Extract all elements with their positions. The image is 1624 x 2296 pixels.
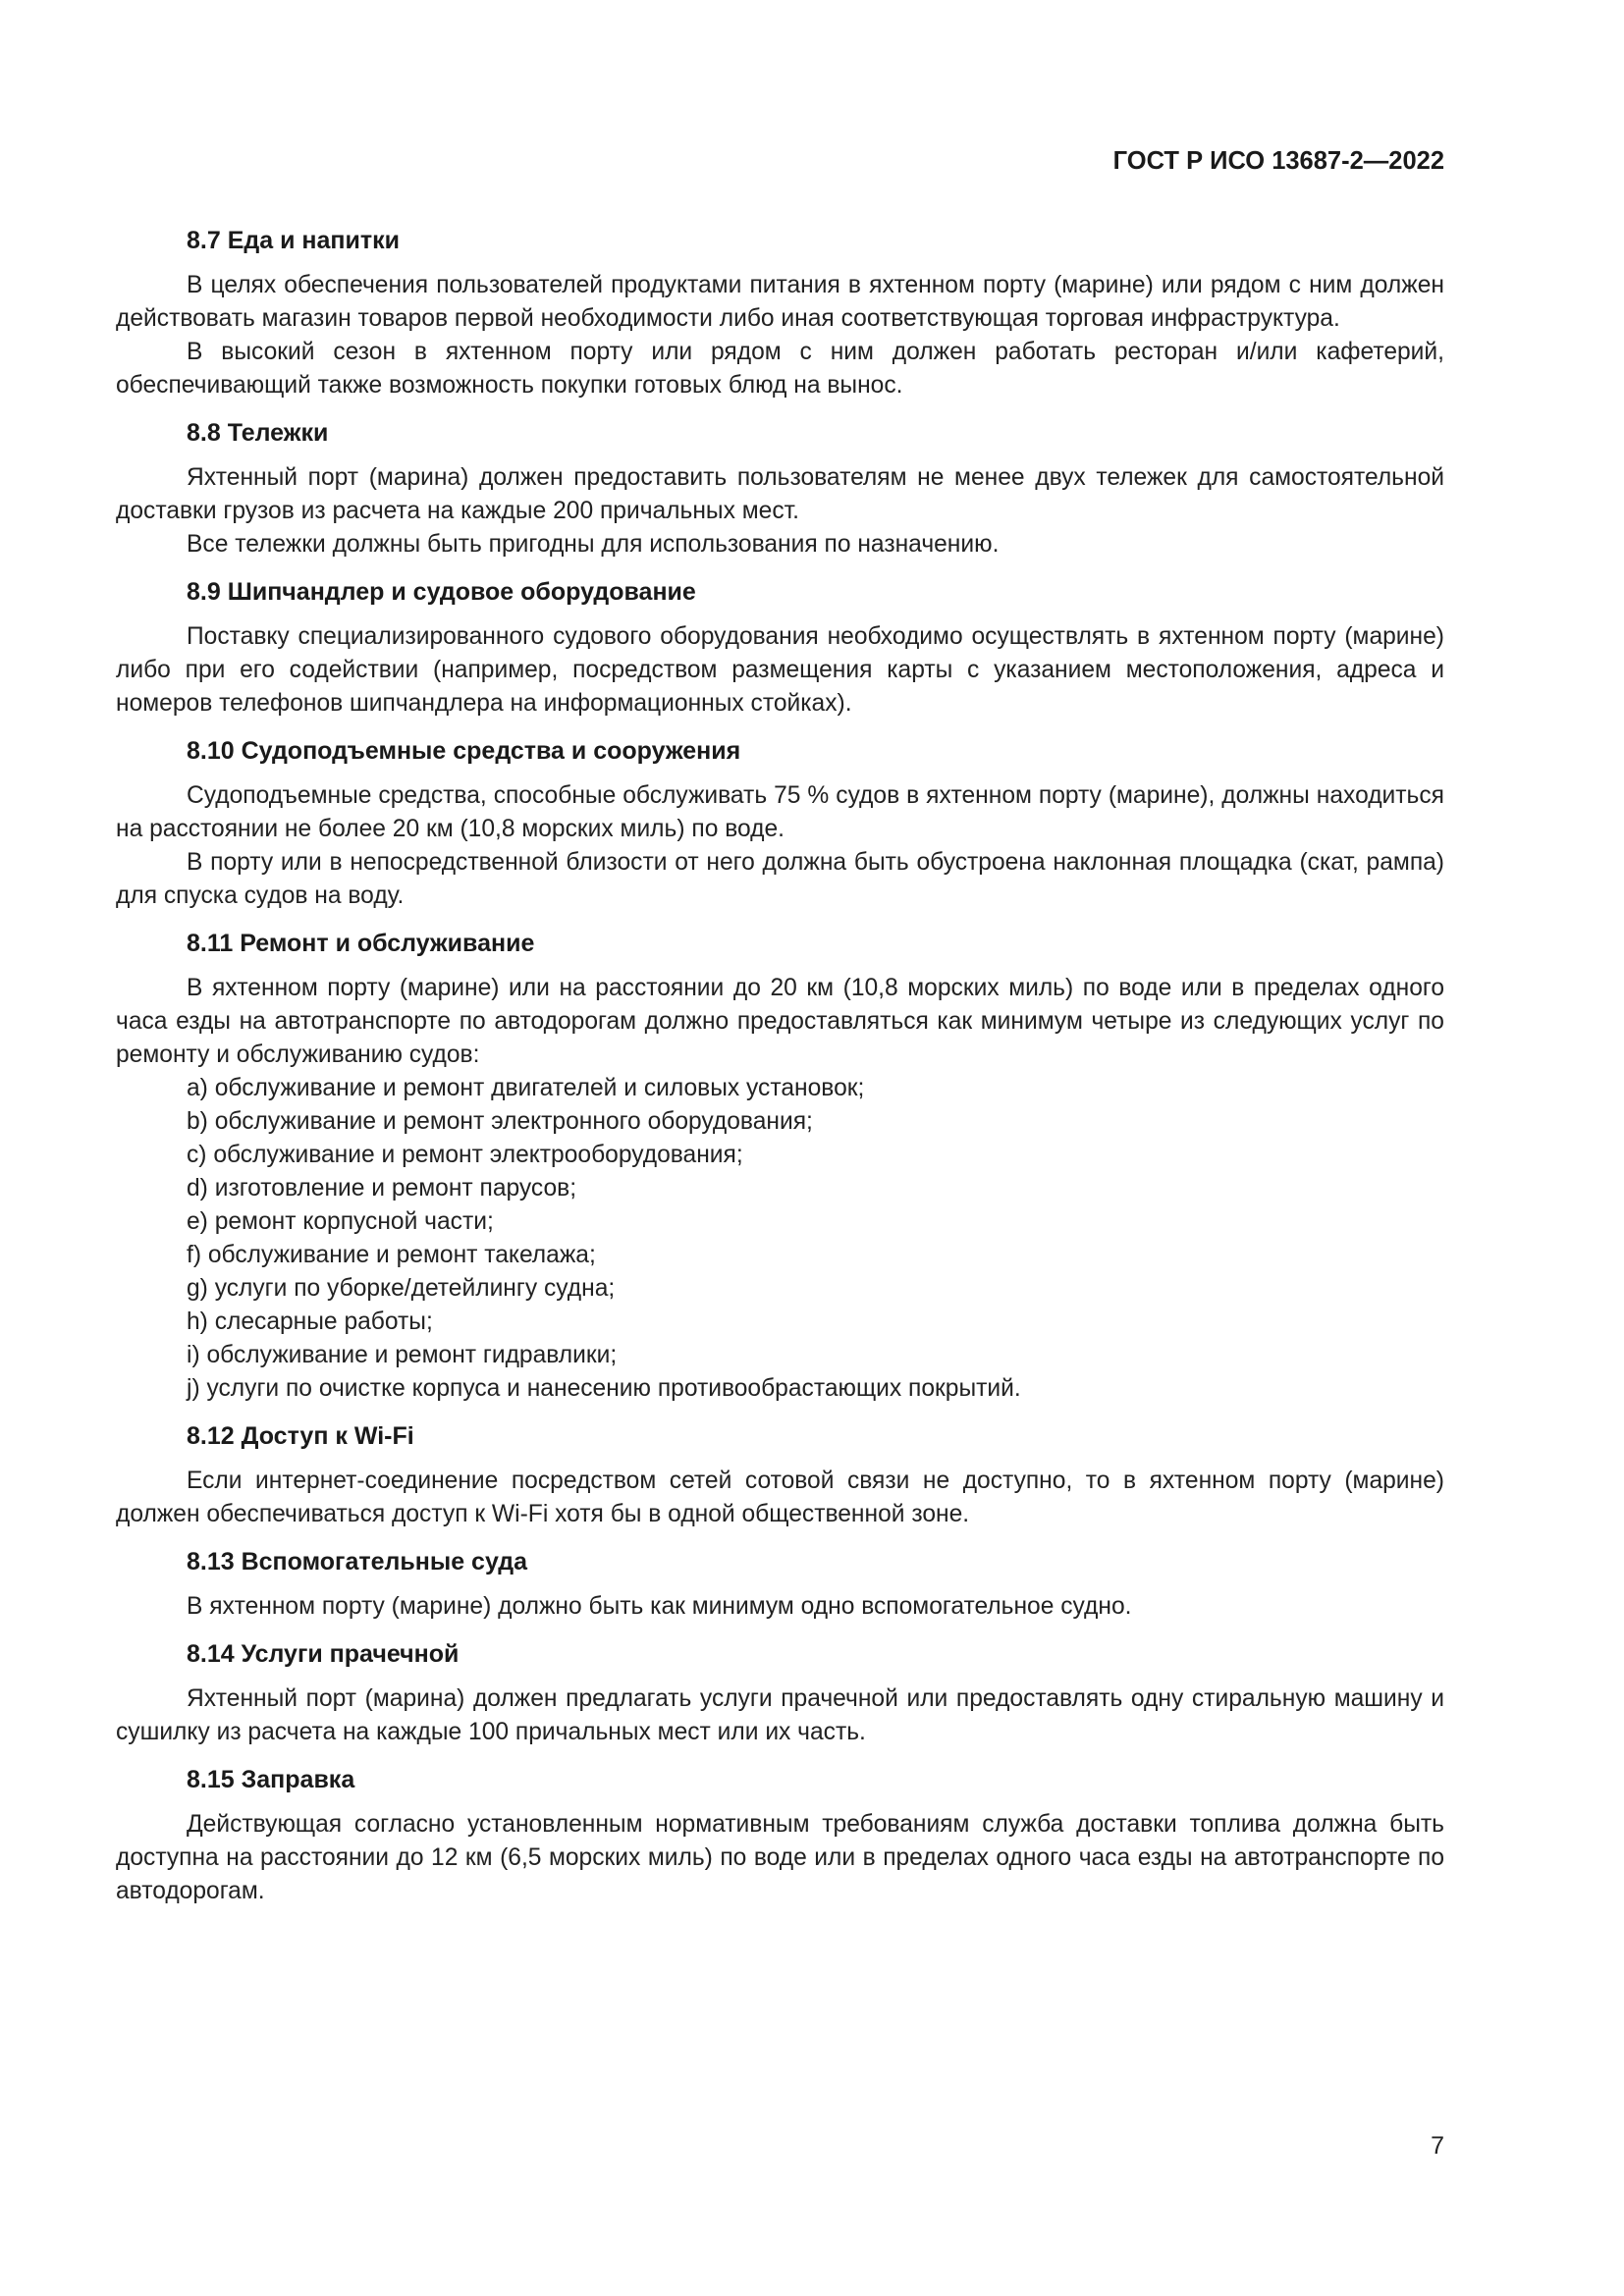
document-body xyxy=(116,224,1444,1922)
list-item: d) изготовление и ремонт парусов; xyxy=(187,1175,577,1201)
list-item: g) услуги по уборке/детейлингу судна; xyxy=(187,1275,616,1302)
paragraph: Яхтенный порт (марина) должен предоставить пользователям не менее двух тележек для самостоятельной доставки грузов из расчета на каждые 200 причальных мест. xyxy=(116,464,1444,524)
section-title: 8.13 Вспомогательные суда xyxy=(187,1548,528,1575)
list-item: а) обслуживание и ремонт двигателей и силовых установок; xyxy=(187,1075,865,1101)
section-8-12 xyxy=(116,1419,1444,1531)
section-title: 8.14 Услуги прачечной xyxy=(187,1640,460,1668)
paragraph: В целях обеспечения пользователей продуктами питания в яхтенном порту (марине) или рядом с ним должен действовать магазин товаров первой необходимости либо иная соответствующая торговая инфраструктура. xyxy=(116,272,1444,332)
paragraph: Яхтенный порт (марина) должен предлагать услуги прачечной или предоставлять одну стиральную машину и сушилку из расчета на каждые 100 причальных мест или их часть. xyxy=(116,1685,1444,1745)
list-item: f) обслуживание и ремонт такелажа; xyxy=(187,1242,596,1268)
paragraph: В высокий сезон в яхтенном порту или рядом с ним должен работать ресторан и/или кафетерий, обеспечивающий также возможность покупки готовых блюд на вынос. xyxy=(116,339,1444,399)
section-8-7 xyxy=(116,224,1444,402)
paragraph: В яхтенном порту (марине) должно быть как минимум одно вспомогательное судно. xyxy=(187,1593,1132,1620)
paragraph: Поставку специализированного судового оборудования необходимо осуществлять в яхтенном порту (марине) либо при его содействии (например, посредством размещения карты с указанием местоположения, адреса и номеров телефонов шипчандлера на информационных стойках). xyxy=(116,623,1444,717)
section-8-11 xyxy=(116,927,1444,1406)
paragraph: Если интернет-соединение посредством сетей сотовой связи не доступно, то в яхтенном порту (марине) должен обеспечиваться доступ к Wi-Fi хотя бы в одной общественной зоне. xyxy=(116,1468,1444,1527)
list-item: b) обслуживание и ремонт электронного оборудования; xyxy=(187,1108,813,1135)
section-8-9 xyxy=(116,575,1444,721)
section-title: 8.10 Судоподъемные средства и сооружения xyxy=(187,737,741,765)
section-8-13 xyxy=(116,1545,1444,1624)
services-list xyxy=(116,1072,1444,1406)
page-number: 7 xyxy=(1431,2132,1444,2160)
paragraph: Все тележки должны быть пригодны для использования по назначению. xyxy=(187,531,1000,558)
list-item: h) слесарные работы; xyxy=(187,1308,433,1335)
section-title: 8.7 Еда и напитки xyxy=(187,227,401,254)
section-8-10 xyxy=(116,734,1444,913)
paragraph: Действующая согласно установленным нормативным требованиям служба доставки топлива должна быть доступна на расстоянии до 12 км (6,5 морских миль) по воде или в пределах одного часа езды на автотранспорте по автодорогам. xyxy=(116,1811,1444,1904)
list-item: c) обслуживание и ремонт электрооборудования; xyxy=(187,1142,743,1168)
paragraph: В порту или в непосредственной близости от него должна быть обустроена наклонная площадка (скат, рампа) для спуска судов на воду. xyxy=(116,849,1444,909)
section-title: 8.8 Тележки xyxy=(187,419,329,447)
list-item: e) ремонт корпусной части; xyxy=(187,1208,494,1235)
section-title: 8.12 Доступ к Wi-Fi xyxy=(187,1422,414,1450)
section-title: 8.11 Ремонт и обслуживание xyxy=(187,930,535,957)
section-title: 8.15 Заправка xyxy=(187,1766,355,1793)
section-title: 8.9 Шипчандлер и судовое оборудование xyxy=(187,578,696,606)
list-item: i) обслуживание и ремонт гидравлики; xyxy=(187,1342,618,1368)
list-item: j) услуги по очистке корпуса и нанесению противообрастающих покрытий. xyxy=(187,1375,1021,1402)
section-8-8 xyxy=(116,416,1444,561)
document-header: ГОСТ Р ИСО 13687-2—2022 xyxy=(1112,147,1444,175)
paragraph: В яхтенном порту (марине) или на расстоянии до 20 км (10,8 морских миль) по воде или в пределах одного часа езды на автотранспорте по автодорогам должно предоставляться как минимум четыре из следующих услуг по ремонту и обслуживанию судов: xyxy=(116,975,1444,1068)
section-8-15 xyxy=(116,1763,1444,1908)
section-8-14 xyxy=(116,1637,1444,1749)
paragraph: Судоподъемные средства, способные обслуживать 75 % судов в яхтенном порту (марине), должны находиться на расстоянии не более 20 км (10,8 морских миль) по воде. xyxy=(116,782,1444,842)
